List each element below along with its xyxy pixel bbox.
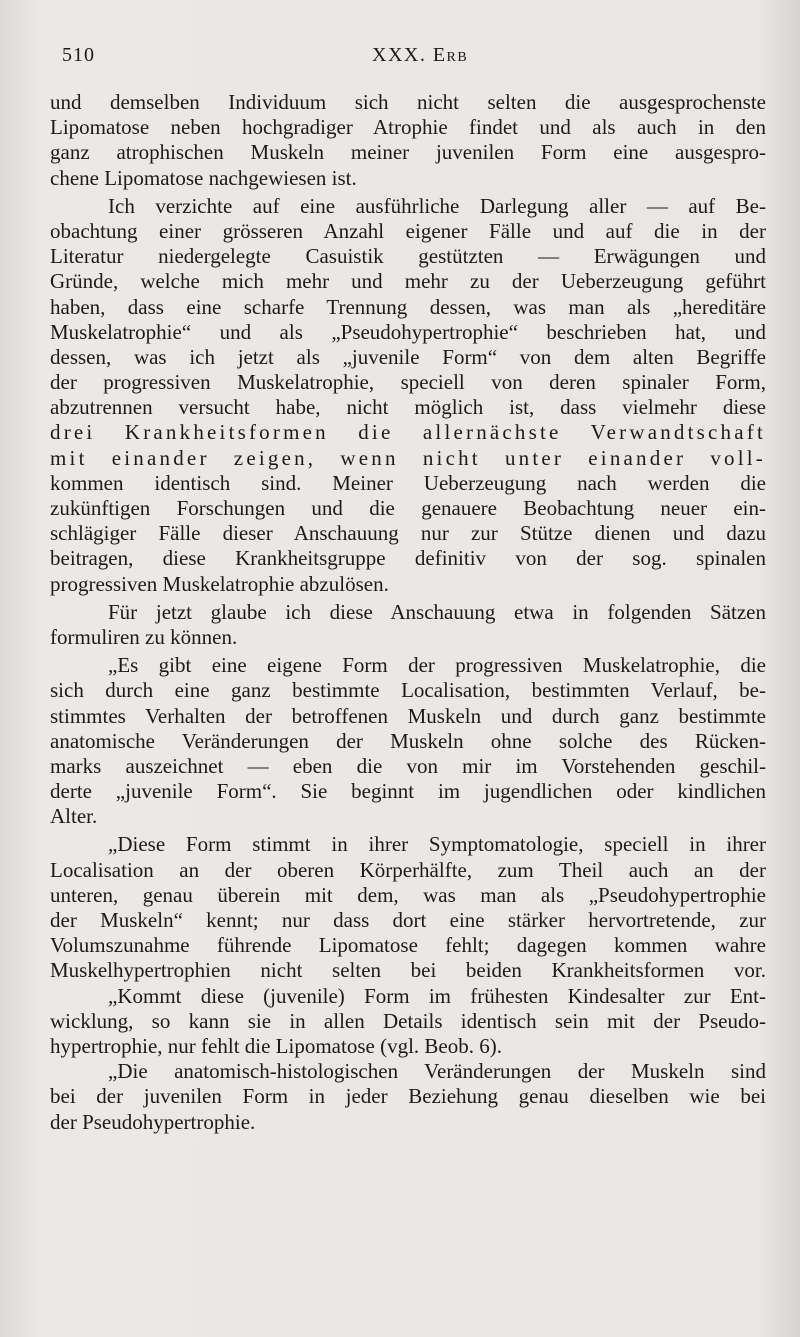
text-line: Volumszunahme führende Lipomatose fehlt; dagegen kommen wahre xyxy=(50,933,766,958)
text-line: formuliren zu können. xyxy=(50,624,238,649)
paragraph-7 xyxy=(50,1059,766,1135)
text-line: anatomische Veränderungen der Muskeln ohne solche des Rücken- xyxy=(50,728,766,753)
text-line: der Muskeln“ kennt; nur dass dort eine stärker hervortretende, zur xyxy=(50,908,766,932)
text-line: der Pseudohypertrophie. xyxy=(50,1109,256,1134)
text-line-spaced: mit einander zeigen, wenn nicht unter einander voll- xyxy=(50,445,766,470)
text-line: unteren, genau überein mit dem, was man als „Pseudohypertrophie xyxy=(50,882,766,907)
text-line: zukünftigen Forschungen und die genauere Beobachtung neuer ein- xyxy=(50,496,766,520)
text-line: beitragen, diese Krankheitsgruppe definitiv von der sog. spinalen xyxy=(50,546,766,571)
text-line: „Die anatomisch-histologischen Veränderungen der Muskeln sind xyxy=(108,1059,766,1084)
text-line: abzutrennen versucht habe, nicht möglich ist, dass vielmehr diese xyxy=(50,395,766,420)
text-line: schlägiger Fälle dieser Anschauung nur zur Stütze dienen und dazu xyxy=(50,521,766,546)
text-line: dessen, was ich jetzt als „juvenile Form“ von dem alten Begriffe xyxy=(50,344,766,369)
text-line: Gründe, welche mich mehr und mehr zu der Ueberzeugung geführt xyxy=(50,269,766,294)
text-line: „Kommt diese (juvenile) Form im frühesten Kindesalter zur Ent- xyxy=(108,983,766,1008)
text-line: Muskelatrophie“ und als „Pseudohypertrophie“ beschrieben hat, und xyxy=(50,319,766,344)
paragraph-1 xyxy=(50,90,766,191)
text-line: Literatur niedergelegte Casuistik gestützten — Erwägungen und xyxy=(50,244,766,269)
text-line: progressiven Muskelatrophie abzulösen. xyxy=(50,571,389,596)
text-line: hypertrophie, nur fehlt die Lipomatose (vgl. Beob. 6). xyxy=(50,1033,502,1058)
text-line: Muskelhypertrophien nicht selten bei beiden Krankheitsformen vor. xyxy=(50,958,766,983)
text-line: stimmtes Verhalten der betroffenen Muskeln und durch ganz bestimmte xyxy=(50,703,766,728)
text-line: obachtung einer grösseren Anzahl eigener Fälle und auf die in der xyxy=(50,218,766,243)
text-line: Alter. xyxy=(50,804,98,829)
page-number: 510 xyxy=(62,44,95,66)
text-line: derte „juvenile Form“. Sie beginnt im jugendlichen oder kindlichen xyxy=(50,779,766,804)
text-line: chene Lipomatose nachgewiesen ist. xyxy=(50,165,357,190)
running-head-author: Erb xyxy=(432,44,469,66)
text-line: kommen identisch sind. Meiner Ueberzeugung nach werden die xyxy=(50,470,766,495)
paragraph-5 xyxy=(50,832,766,983)
paragraph-2 xyxy=(50,194,766,597)
text-line: der progressiven Muskelatrophie, speciell von deren spinaler Form, xyxy=(50,370,766,395)
text-line-spaced: drei Krankheitsformen die allernächste Verwandtschaft xyxy=(50,420,766,445)
text-line: Für jetzt glaube ich diese Anschauung etwa in folgenden Sätzen xyxy=(108,599,766,624)
running-head xyxy=(372,44,468,67)
text-line: „Diese Form stimmt in ihrer Symptomatologie, speciell in ihrer xyxy=(108,832,766,857)
paragraph-3 xyxy=(50,600,766,650)
text-line: „Es gibt eine eigene Form der progressiven Muskelatrophie, die xyxy=(108,653,766,678)
body-text xyxy=(50,90,766,1135)
text-line: bei der juvenilen Form in jeder Beziehung genau dieselben wie bei xyxy=(50,1084,766,1109)
text-line: haben, dass eine scharfe Trennung dessen, was man als „hereditäre xyxy=(50,294,766,319)
paragraph-6 xyxy=(50,984,766,1060)
text-line: sich durch eine ganz bestimmte Localisation, bestimmten Verlauf, be- xyxy=(50,678,766,703)
page-header xyxy=(62,44,762,74)
text-line: marks auszeichnet — eben die von mir im Vorstehenden geschil- xyxy=(50,753,766,778)
text-line: wicklung, so kann sie in allen Details identisch sein mit der Pseudo- xyxy=(50,1008,766,1033)
text-line: Localisation an der oberen Körperhälfte, zum Theil auch an der xyxy=(50,857,766,882)
running-head-roman: XXX. xyxy=(372,44,427,66)
text-line: Lipomatose neben hochgradiger Atrophie findet und als auch in den xyxy=(50,115,766,140)
text-line: Ich verzichte auf eine ausführliche Darlegung aller — auf Be- xyxy=(108,193,766,218)
paragraph-4 xyxy=(50,653,766,829)
text-line: und demselben Individuum sich nicht selten die ausgesprochenste xyxy=(50,90,766,114)
text-line: ganz atrophischen Muskeln meiner juvenilen Form eine ausgespro- xyxy=(50,140,766,165)
